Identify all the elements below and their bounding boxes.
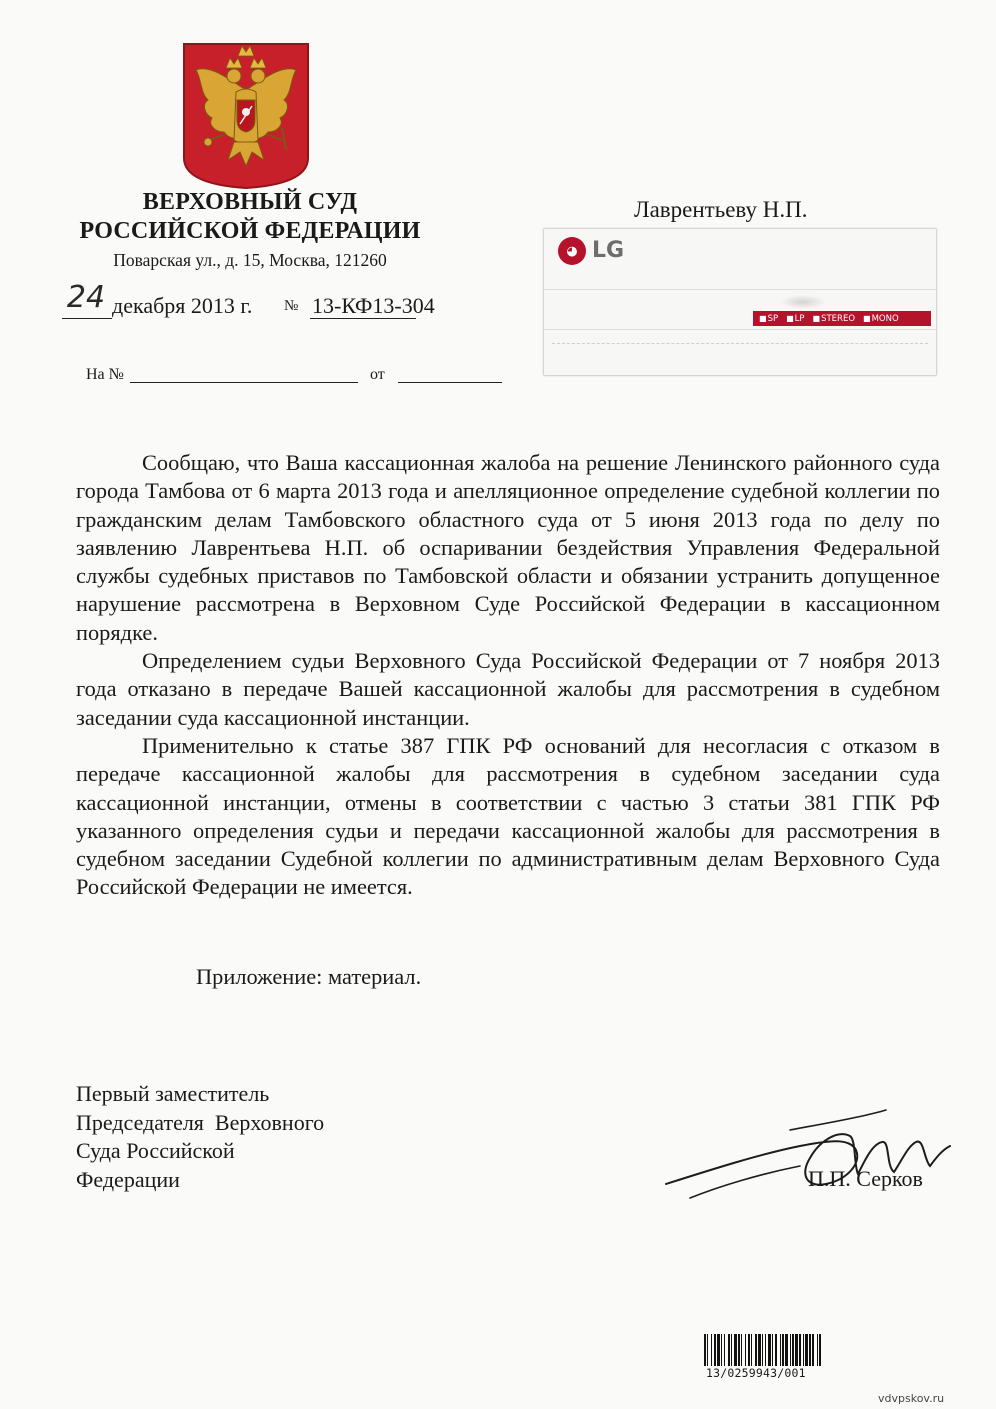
sticker-smudge bbox=[780, 295, 826, 309]
reference-line bbox=[86, 366, 446, 390]
lg-logo-icon: ◕ bbox=[558, 237, 586, 265]
sticker-dashed-rule bbox=[552, 343, 928, 344]
lg-brand-text: LG bbox=[592, 238, 625, 263]
body-paragraph-1: Сообщаю, что Ваша кассационная жалоба на решение Ленинского районного суда города Тамбова от 6 марта 2013 года и апелляционное определение судебной коллегии по гражданским делам Тамбовского областного суда от 5 июня 2013 года по делу по заявлению Лаврентьева Н.П. об оспаривании бездействия Управления Федеральной службы судебных приставов по Тамбовской области и обязании устранить допущенное нарушение рассмотрена в Верховном Суде Российской Федерации в кассационном порядке. bbox=[76, 450, 940, 645]
position-line-4: Федерации bbox=[76, 1166, 180, 1192]
body-paragraph-3: Применительно к статье 387 ГПК РФ оснований для несогласия с отказом в передаче кассационной жалобы для рассмотрения в судебном заседании суда кассационной инстанции, отмены в соответствии с частью 3 статьи 381 ГПК РФ указанного определения судьи и передачи кассационной жалобы для рассмотрения в судебном заседании Судебной коллегии по административным делам Верховного Суда Российской Федерации не имеется. bbox=[76, 732, 940, 900]
court-name bbox=[60, 188, 440, 246]
letter-number: 13-КФ13-304 bbox=[312, 293, 435, 318]
recipient-name: Лаврентьеву Н.П. bbox=[634, 197, 808, 222]
lg-label-sticker bbox=[543, 228, 937, 376]
number-label: № bbox=[284, 298, 299, 314]
sticker-rule bbox=[544, 329, 936, 330]
letter-date-and-number bbox=[62, 280, 482, 328]
reference-number-label: На № bbox=[86, 366, 124, 383]
site-watermark: vdvpskov.ru bbox=[878, 1392, 945, 1405]
position-line-3: Суда Российской bbox=[76, 1138, 235, 1163]
signer-name: П.П. Серков bbox=[808, 1166, 923, 1191]
date-month-year: декабря 2013 г. bbox=[112, 293, 253, 318]
attachment-note: Приложение: материал. bbox=[196, 964, 422, 989]
letter-body bbox=[76, 449, 940, 902]
court-name-line-1: ВЕРХОВНЫЙ СУД bbox=[142, 189, 358, 215]
sticker-rule bbox=[544, 289, 936, 290]
format-mono: ■ MONO bbox=[863, 314, 899, 324]
reference-from-blank bbox=[398, 382, 502, 383]
coat-of-arms-emblem bbox=[180, 40, 312, 190]
format-lp: ■ LP bbox=[786, 314, 804, 324]
format-sp: ■ SP bbox=[759, 314, 778, 324]
format-stereo: ■ STEREO bbox=[813, 314, 856, 324]
reference-number-blank bbox=[130, 382, 358, 383]
date-day-underline bbox=[62, 318, 112, 319]
body-paragraph-2: Определением судьи Верховного Суда Российской Федерации от 7 ноября 2013 года отказано в передаче Вашей кассационной жалобы для рассмотрения в судебном заседании суда кассационной инстанции. bbox=[76, 648, 940, 730]
letter-number-underline bbox=[310, 318, 416, 319]
position-line-2: Председателя Верховного bbox=[76, 1109, 325, 1135]
handwritten-signature bbox=[650, 1100, 960, 1210]
court-address: Поварская ул., д. 15, Москва, 121260 bbox=[113, 250, 387, 270]
date-day-handwritten: 24 bbox=[66, 280, 106, 315]
barcode-number: 13/0259943/001 bbox=[704, 1366, 938, 1382]
position-line-1: Первый заместитель bbox=[76, 1081, 270, 1106]
signatory-position bbox=[76, 1080, 416, 1194]
sticker-format-strip bbox=[753, 311, 931, 326]
reference-from-label: от bbox=[370, 366, 385, 383]
court-name-line-2: РОССИЙСКОЙ ФЕДЕРАЦИИ bbox=[79, 218, 421, 244]
